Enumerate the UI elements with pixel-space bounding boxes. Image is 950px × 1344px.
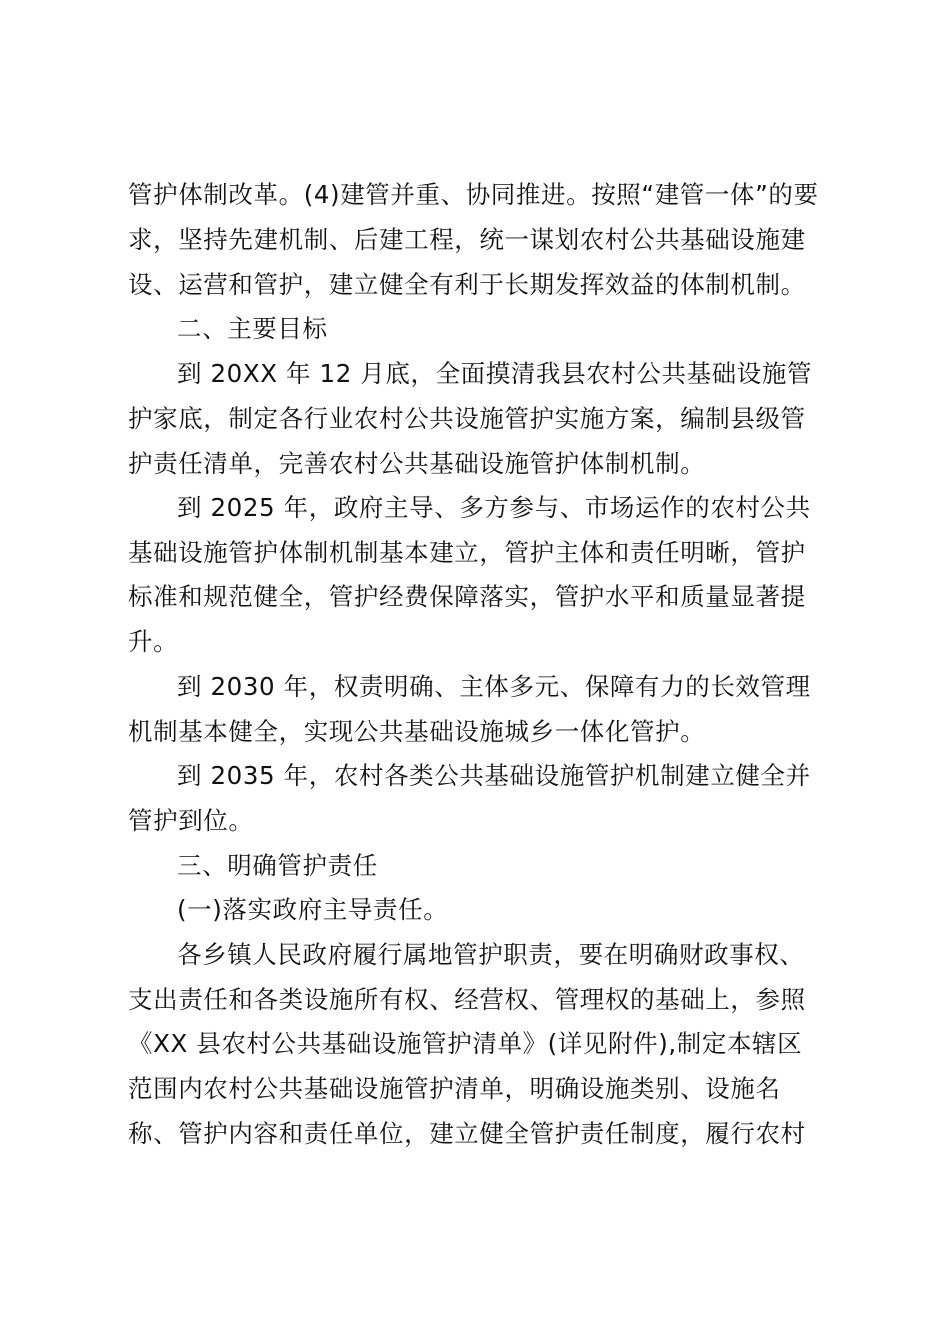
text-line: 基础设施管护体制机制基本建立，管护主体和责任明晰，管护 [128,538,806,567]
text-line: 范围内农村公共基础设施管护清单，明确设施类别、设施名 [128,1074,781,1103]
text-line: 升。 [128,627,179,656]
text-line: 设、运营和管护，建立健全有利于长期发挥效益的体制机制。 [128,270,806,299]
text-line: 求，坚持先建机制、后建工程，统一谋划农村公共基础设施建 [128,225,806,254]
text-line: 到 2030 年，权责明确、主体多元、保障有力的长效管理 [177,672,811,701]
text-line: 到 2035 年，农村各类公共基础设施管护机制建立健全并 [177,761,811,790]
text-line: 《XX 县农村公共基础设施管护清单》(详见附件),制定本辖区 [128,1029,803,1058]
text-line: 护责任清单，完善农村公共基础设施管护体制机制。 [128,449,706,478]
text-line: 护家底，制定各行业农村公共设施管护实施方案，编制县级管 [128,404,806,433]
text-line: 管护体制改革。(4)建管并重、协同推进。按照“建管一体”的要 [128,180,819,209]
text-line: 管护到位。 [128,806,254,835]
subsection-heading: (一)落实政府主导责任。 [177,895,449,924]
text-line: 机制基本健全，实现公共基础设施城乡一体化管护。 [128,717,706,746]
text-line: 各乡镇人民政府履行属地管护职责，要在明确财政事权、 [177,940,805,969]
text-line: 到 20XX 年 12 月底，全面摸清我县农村公共基础设施管 [177,359,813,388]
section-heading: 二、主要目标 [177,314,328,343]
text-line: 标准和规范健全，管护经费保障落实，管护水平和质量显著提 [128,582,806,611]
section-heading: 三、明确管护责任 [177,851,378,880]
text-line: 支出责任和各类设施所有权、经营权、管理权的基础上，参照 [128,985,806,1014]
text-line: 到 2025 年，政府主导、多方参与、市场运作的农村公共 [177,493,811,522]
text-line: 称、管护内容和责任单位，建立健全管护责任制度，履行农村 [128,1119,806,1148]
